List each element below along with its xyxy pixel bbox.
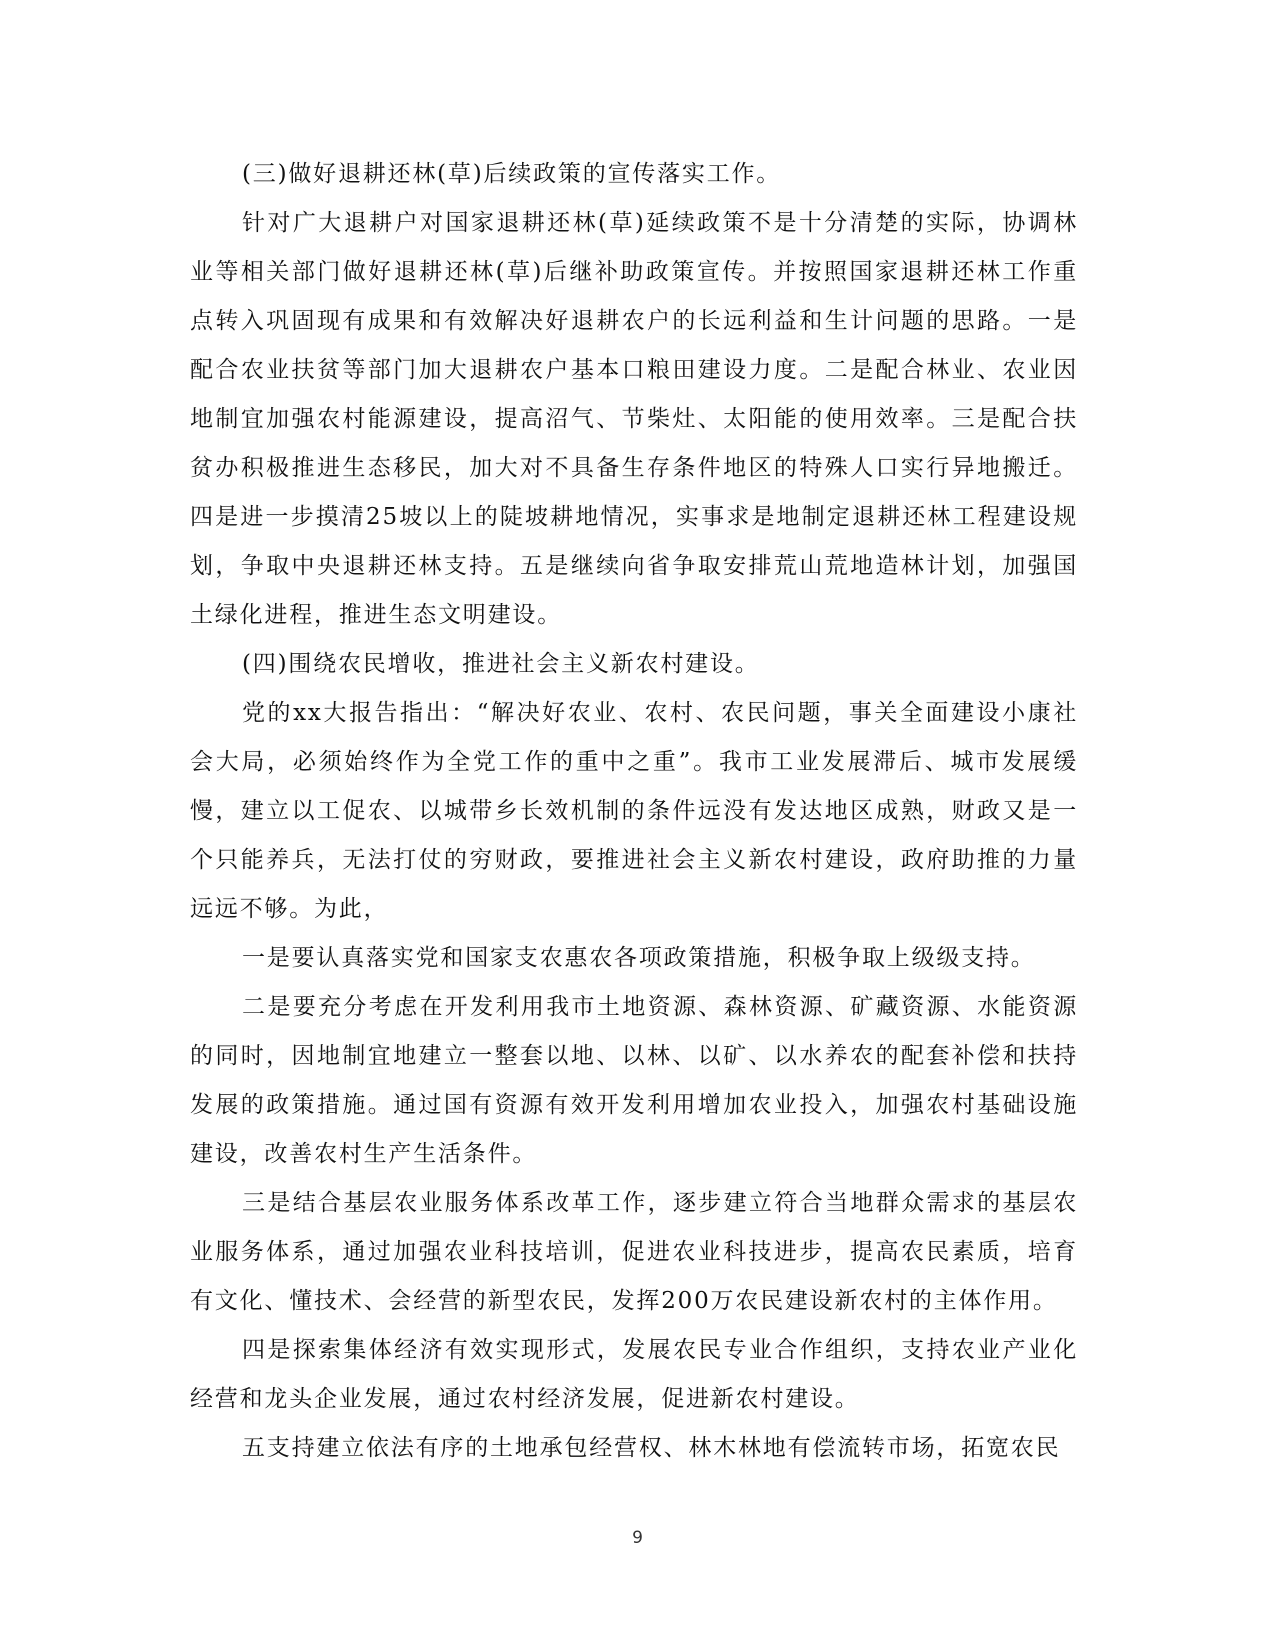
body-paragraph: 一是要认真落实党和国家支农惠农各项政策措施，积极争取上级级支持。 xyxy=(242,945,1036,971)
body-paragraph: 针对广大退耕户对国家退耕还林(草)延续政策不是十分清楚的实际，协调林业等相关部门做好退耕还林(草)后继补助政策宣传。并按照国家退耕还林工作重点转入巩固现有成果和有效解决好退耕农户的长远利益和生计问题的思路。一是配合农业扶贫等部门加大退耕农户基本口粮田建设力度。二是配合林业、农业因地制宜加强农村能源建设，提高沼气、节柴灶、太阳能的使用效率。三是配合扶贫办积极推进生态移民，加大对不具备生存条件地区的特殊人口实行异地搬迁。四是进一步摸清25坡以上的陡坡耕地情况，实事求是地制定退耕还林工程建设规划，争取中央退耕还林支持。五是继续向省争取安排荒山荒地造林计划，加强国土绿化进程，推进生态文明建设。 xyxy=(190,210,1078,628)
section-heading-3: (三)做好退耕还林(草)后续政策的宣传落实工作。 xyxy=(242,161,782,187)
page-number: 9 xyxy=(632,1528,643,1548)
document-body xyxy=(190,150,1078,1473)
section-heading-4: (四)围绕农民增收，推进社会主义新农村建设。 xyxy=(242,651,760,677)
body-paragraph: 五支持建立依法有序的土地承包经营权、林木林地有偿流转市场，拓宽农民 xyxy=(242,1435,1061,1461)
body-paragraph: 三是结合基层农业服务体系改革工作，逐步建立符合当地群众需求的基层农业服务体系，通过加强农业科技培训，促进农业科技进步，提高农民素质，培育有文化、懂技术、会经营的新型农民，发挥200万农民建设新农村的主体作用。 xyxy=(190,1190,1078,1314)
body-paragraph: 二是要充分考虑在开发利用我市土地资源、森林资源、矿藏资源、水能资源的同时，因地制宜地建立一整套以地、以林、以矿、以水养农的配套补偿和扶持发展的政策措施。通过国有资源有效开发利用增加农业投入，加强农村基础设施建设，改善农村生产生活条件。 xyxy=(190,994,1078,1167)
body-paragraph: 四是探索集体经济有效实现形式，发展农民专业合作组织，支持农业产业化经营和龙头企业发展，通过农村经济发展，促进新农村建设。 xyxy=(190,1337,1078,1412)
body-paragraph: 党的xx大报告指出：“解决好农业、农村、农民问题，事关全面建设小康社会大局，必须始终作为全党工作的重中之重”。我市工业发展滞后、城市发展缓慢，建立以工促农、以城带乡长效机制的条件远没有发达地区成熟，财政又是一个只能养兵，无法打仗的穷财政，要推进社会主义新农村建设，政府助推的力量远远不够。为此， xyxy=(190,700,1078,922)
